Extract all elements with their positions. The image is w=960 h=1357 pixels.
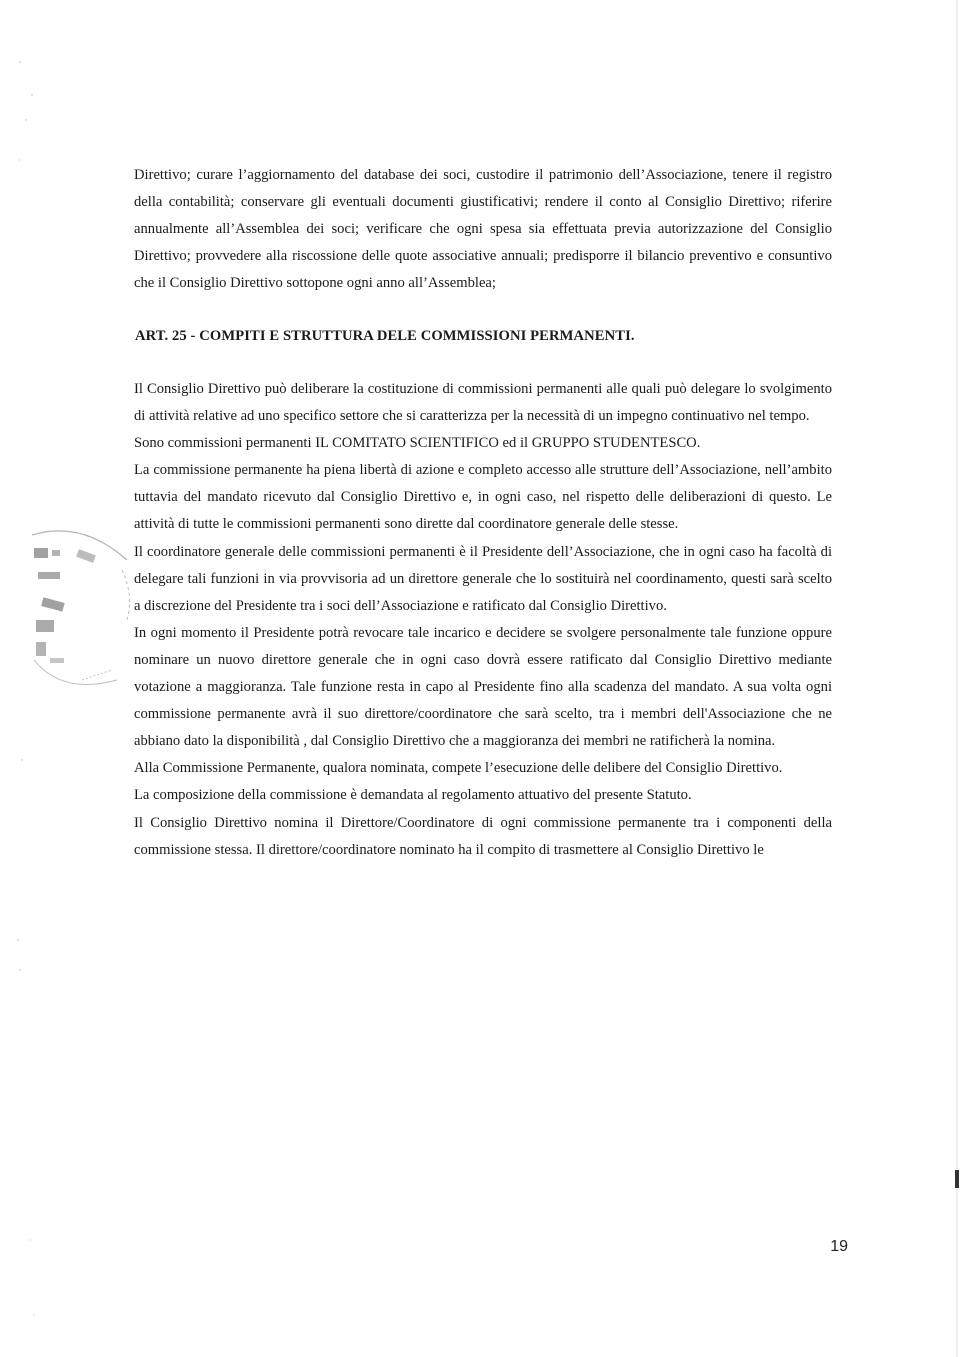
paragraph-5: In ogni momento il Presidente potrà revocare tale incarico e decidere se svolgere personalmente tale funzione oppure nominare un nuovo direttore generale che in ogni caso dovrà essere ratificato dal Consiglio Direttivo mediante votazione a maggioranza. Tale funzione resta in capo al Presidente fino alla scadenza del mandato. A sua volta ogni commissione permanente avrà il suo direttore/coordinatore che sarà scelto, tra i membri dell'Associazione che ne abbiano dato la disponibilità , dal Consiglio Direttivo che a maggioranza dei membri ne ratificherà la nomina. bbox=[134, 624, 832, 750]
paragraph-8: Il Consiglio Direttivo nomina il Direttore/Coordinatore di ogni commissione permanente tra i componenti della commissione stessa. Il direttore/coordinatore nominato ha il compito di trasmettere al Consiglio Direttivo le bbox=[134, 814, 832, 858]
paragraph-1: Il Consiglio Direttivo può deliberare la costituzione di commissioni permanenti alle quali può delegare lo svolgimento di attività relative ad uno specifico settore che si caratterizza per la necessità di un impegno continuativo nel tempo. bbox=[134, 381, 832, 425]
scan-edge bbox=[954, 0, 960, 1357]
paragraph-3: La commissione permanente ha piena libertà di azione e completo accesso alle strutture dell’Associazione, nell’ambito tuttavia del mandato ricevuto dal Consiglio Direttivo e, in ogni caso, nel rispetto delle deliberazioni di questo. Le attività di tutte le commissioni permanenti sono dirette dal coordinatore generale delle stesse. bbox=[134, 462, 832, 533]
page-number: 19 bbox=[830, 1238, 848, 1255]
paragraph-4: Il coordinatore generale delle commissioni permanenti è il Presidente dell’Associazione, che in ogni caso ha facoltà di delegare tali funzioni in via provvisoria ad un direttore generale che lo sostituirà nel coordinamento, questi sarà scelto a discrezione del Presidente tra i soci dell’Associazione e ratificato dal Consiglio Direttivo. bbox=[134, 543, 832, 614]
article-25-body bbox=[134, 376, 832, 864]
article-25-heading: ART. 25 - COMPITI E STRUTTURA DELE COMMISSIONI PERMANENTI. bbox=[135, 328, 635, 344]
paragraph-treasurer-duties: Direttivo; curare l’aggiornamento del database dei soci, custodire il patrimonio dell’Associazione, tenere il registro della contabilità; conservare gli eventuali documenti giustificativi; rendere il conto al Consiglio Direttivo; riferire annualmente all’Assemblea dei soci; verificare che ogni spesa sia effettuata previa autorizzazione del Consiglio Direttivo; provvedere alla riscossione delle quote associative annuali; predisporre il bilancio preventivo e consuntivo che il Consiglio Direttivo sottopone ogni anno all’Assemblea; bbox=[134, 167, 832, 292]
official-stamp-image bbox=[22, 510, 142, 720]
paragraph-6: Alla Commissione Permanente, qualora nominata, compete l’esecuzione delle delibere del Consiglio Direttivo. bbox=[134, 760, 783, 777]
paragraph-7: La composizione della commissione è demandata al regolamento attuativo del presente Statuto. bbox=[134, 787, 692, 804]
paragraph-2: Sono commissioni permanenti IL COMITATO SCIENTIFICO ed il GRUPPO STUDENTESCO. bbox=[134, 435, 701, 452]
